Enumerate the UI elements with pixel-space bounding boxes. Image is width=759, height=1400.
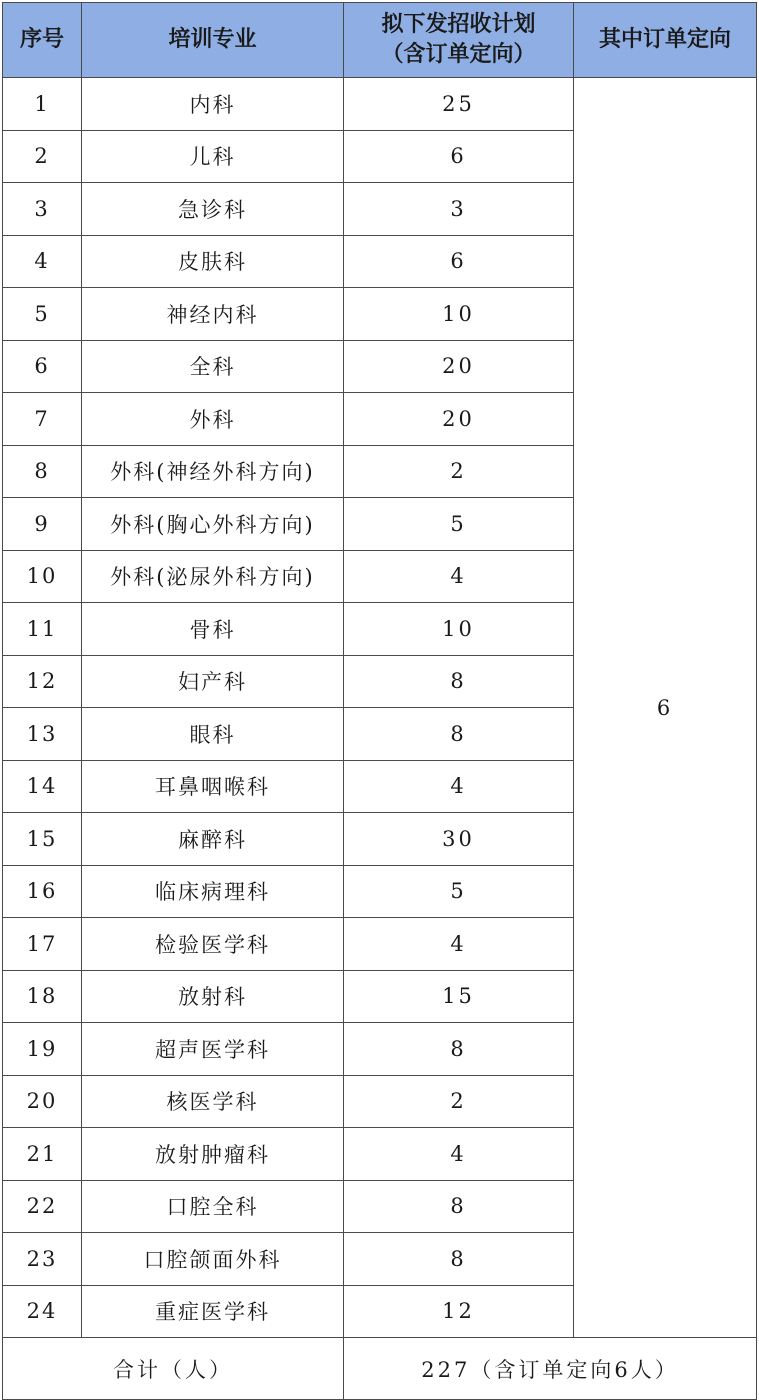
cell-index: 6 (3, 340, 82, 393)
cell-plan: 15 (344, 970, 574, 1023)
cell-major: 急诊科 (82, 183, 344, 236)
cell-index: 22 (3, 1180, 82, 1233)
cell-major: 外科(胸心外科方向) (82, 498, 344, 551)
cell-major: 临床病理科 (82, 865, 344, 918)
cell-major: 内科 (82, 78, 344, 131)
cell-major: 儿科 (82, 130, 344, 183)
cell-plan: 4 (344, 1128, 574, 1181)
cell-plan: 6 (344, 130, 574, 183)
header-plan (344, 3, 574, 78)
cell-plan: 8 (344, 655, 574, 708)
cell-index: 3 (3, 183, 82, 236)
cell-plan: 4 (344, 760, 574, 813)
cell-index: 16 (3, 865, 82, 918)
cell-major: 重症医学科 (82, 1285, 344, 1338)
cell-major: 妇产科 (82, 655, 344, 708)
header-row (3, 3, 757, 78)
cell-plan: 20 (344, 340, 574, 393)
header-major: 培训专业 (82, 3, 344, 78)
cell-index: 9 (3, 498, 82, 551)
cell-plan: 3 (344, 183, 574, 236)
cell-major: 麻醉科 (82, 813, 344, 866)
cell-major: 眼科 (82, 708, 344, 761)
cell-order-merged: 6 (574, 78, 757, 1338)
cell-plan: 5 (344, 498, 574, 551)
cell-plan: 4 (344, 918, 574, 971)
total-row (3, 1338, 757, 1400)
cell-index: 10 (3, 550, 82, 603)
cell-major: 皮肤科 (82, 235, 344, 288)
cell-plan: 5 (344, 865, 574, 918)
cell-major: 神经内科 (82, 288, 344, 341)
table-row (3, 78, 757, 131)
cell-plan: 8 (344, 708, 574, 761)
cell-index: 18 (3, 970, 82, 1023)
cell-plan: 6 (344, 235, 574, 288)
cell-index: 11 (3, 603, 82, 656)
cell-index: 13 (3, 708, 82, 761)
cell-index: 2 (3, 130, 82, 183)
cell-index: 5 (3, 288, 82, 341)
table-header (3, 3, 757, 78)
table-body (3, 78, 757, 1400)
cell-index: 24 (3, 1285, 82, 1338)
cell-major: 外科(泌尿外科方向) (82, 550, 344, 603)
cell-index: 12 (3, 655, 82, 708)
cell-plan: 25 (344, 78, 574, 131)
cell-index: 8 (3, 445, 82, 498)
cell-major: 全科 (82, 340, 344, 393)
cell-plan: 2 (344, 445, 574, 498)
cell-major: 口腔全科 (82, 1180, 344, 1233)
cell-plan: 8 (344, 1180, 574, 1233)
cell-major: 耳鼻咽喉科 (82, 760, 344, 813)
cell-index: 14 (3, 760, 82, 813)
cell-plan: 20 (344, 393, 574, 446)
cell-plan: 2 (344, 1075, 574, 1128)
total-label: 合计（人） (3, 1338, 344, 1400)
cell-major: 核医学科 (82, 1075, 344, 1128)
cell-plan: 8 (344, 1233, 574, 1286)
cell-index: 20 (3, 1075, 82, 1128)
cell-major: 口腔颌面外科 (82, 1233, 344, 1286)
cell-major: 检验医学科 (82, 918, 344, 971)
cell-major: 外科 (82, 393, 344, 446)
cell-plan: 10 (344, 288, 574, 341)
cell-index: 21 (3, 1128, 82, 1181)
total-value: 227（含订单定向6人） (344, 1338, 757, 1400)
cell-plan: 12 (344, 1285, 574, 1338)
cell-plan: 30 (344, 813, 574, 866)
cell-index: 17 (3, 918, 82, 971)
cell-index: 7 (3, 393, 82, 446)
cell-major: 超声医学科 (82, 1023, 344, 1076)
cell-major: 放射科 (82, 970, 344, 1023)
cell-major: 外科(神经外科方向) (82, 445, 344, 498)
cell-index: 19 (3, 1023, 82, 1076)
cell-index: 4 (3, 235, 82, 288)
cell-major: 放射肿瘤科 (82, 1128, 344, 1181)
cell-index: 1 (3, 78, 82, 131)
cell-major: 骨科 (82, 603, 344, 656)
cell-plan: 8 (344, 1023, 574, 1076)
enrollment-plan-table (2, 2, 757, 1400)
header-plan-line1: 拟下发招收计划 (381, 12, 536, 37)
cell-index: 23 (3, 1233, 82, 1286)
cell-index: 15 (3, 813, 82, 866)
header-index: 序号 (3, 3, 82, 78)
cell-plan: 10 (344, 603, 574, 656)
header-plan-line2: （含订单定向） (381, 42, 536, 67)
header-order: 其中订单定向 (574, 3, 757, 78)
cell-plan: 4 (344, 550, 574, 603)
